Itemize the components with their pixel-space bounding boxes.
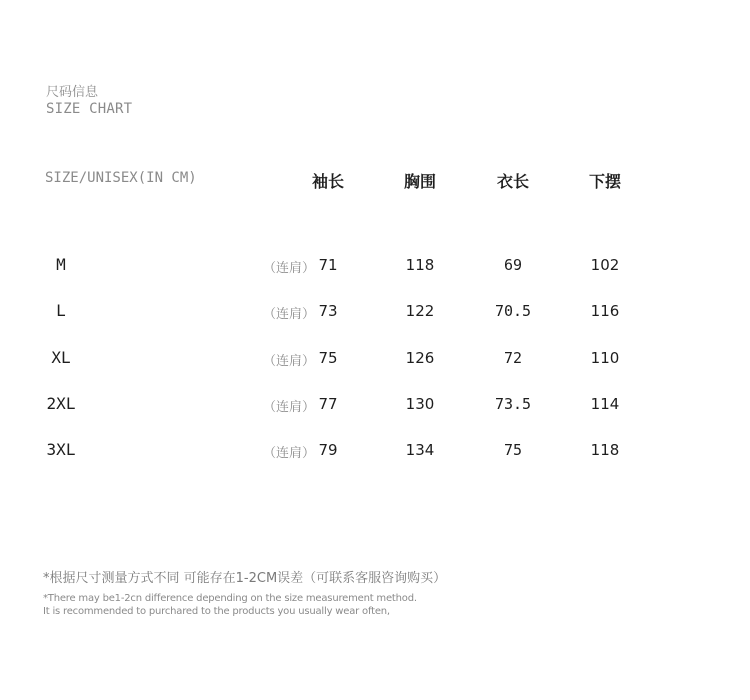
- chest-value: 134: [405, 441, 435, 459]
- size-info-title: 尺码信息: [46, 85, 99, 100]
- sleeve-value: 71: [318, 256, 338, 274]
- sleeve-note: （连肩）: [263, 446, 316, 461]
- size-column-header: SIZE/UNISEX(IN CM): [45, 170, 197, 186]
- chest-value: 130: [405, 395, 435, 413]
- size-label: M: [56, 255, 66, 274]
- length-value: 69: [503, 256, 523, 274]
- table-row: [0, 440, 750, 464]
- sleeve-value: 75: [318, 349, 338, 367]
- header-hem: 下摆: [588, 172, 622, 191]
- table-row: [0, 348, 750, 372]
- sleeve-value: 77: [318, 395, 338, 413]
- header-sleeve-length: 袖长: [311, 172, 345, 191]
- hem-value: 118: [590, 441, 620, 459]
- footnote-english-line1: *There may be1-2cn difference depending on the size measurement method.: [43, 593, 417, 604]
- sleeve-value: 73: [318, 302, 338, 320]
- sleeve-note: （连肩）: [263, 307, 316, 322]
- hem-value: 116: [590, 302, 620, 320]
- sleeve-note: （连肩）: [263, 261, 316, 276]
- footnote-english-line2: It is recommended to purchared to the products you usually wear often,: [43, 606, 390, 617]
- table-row: [0, 394, 750, 418]
- hem-value: 114: [590, 395, 620, 413]
- table-row: [0, 255, 750, 279]
- size-label: XL: [51, 348, 71, 367]
- size-label: 2XL: [46, 394, 76, 413]
- chest-value: 118: [405, 256, 435, 274]
- sleeve-value: 79: [318, 441, 338, 459]
- size-chart-title: SIZE CHART: [46, 101, 133, 117]
- length-value: 75: [503, 441, 523, 459]
- size-label: L: [56, 301, 66, 320]
- table-row: [0, 301, 750, 325]
- header-chest: 胸围: [403, 172, 437, 191]
- size-label: 3XL: [46, 440, 76, 459]
- chest-value: 126: [405, 349, 435, 367]
- hem-value: 102: [590, 256, 620, 274]
- sleeve-note: （连肩）: [263, 400, 316, 415]
- footnote-chinese: *根据尺寸测量方式不同 可能存在1-2CM误差（可联系客服咨询购买）: [43, 571, 447, 586]
- header-body-length: 衣长: [496, 172, 530, 191]
- length-value: 73.5: [494, 395, 532, 413]
- sleeve-note: （连肩）: [263, 354, 316, 369]
- length-value: 70.5: [494, 302, 532, 320]
- chest-value: 122: [405, 302, 435, 320]
- length-value: 72: [503, 349, 523, 367]
- hem-value: 110: [590, 349, 620, 367]
